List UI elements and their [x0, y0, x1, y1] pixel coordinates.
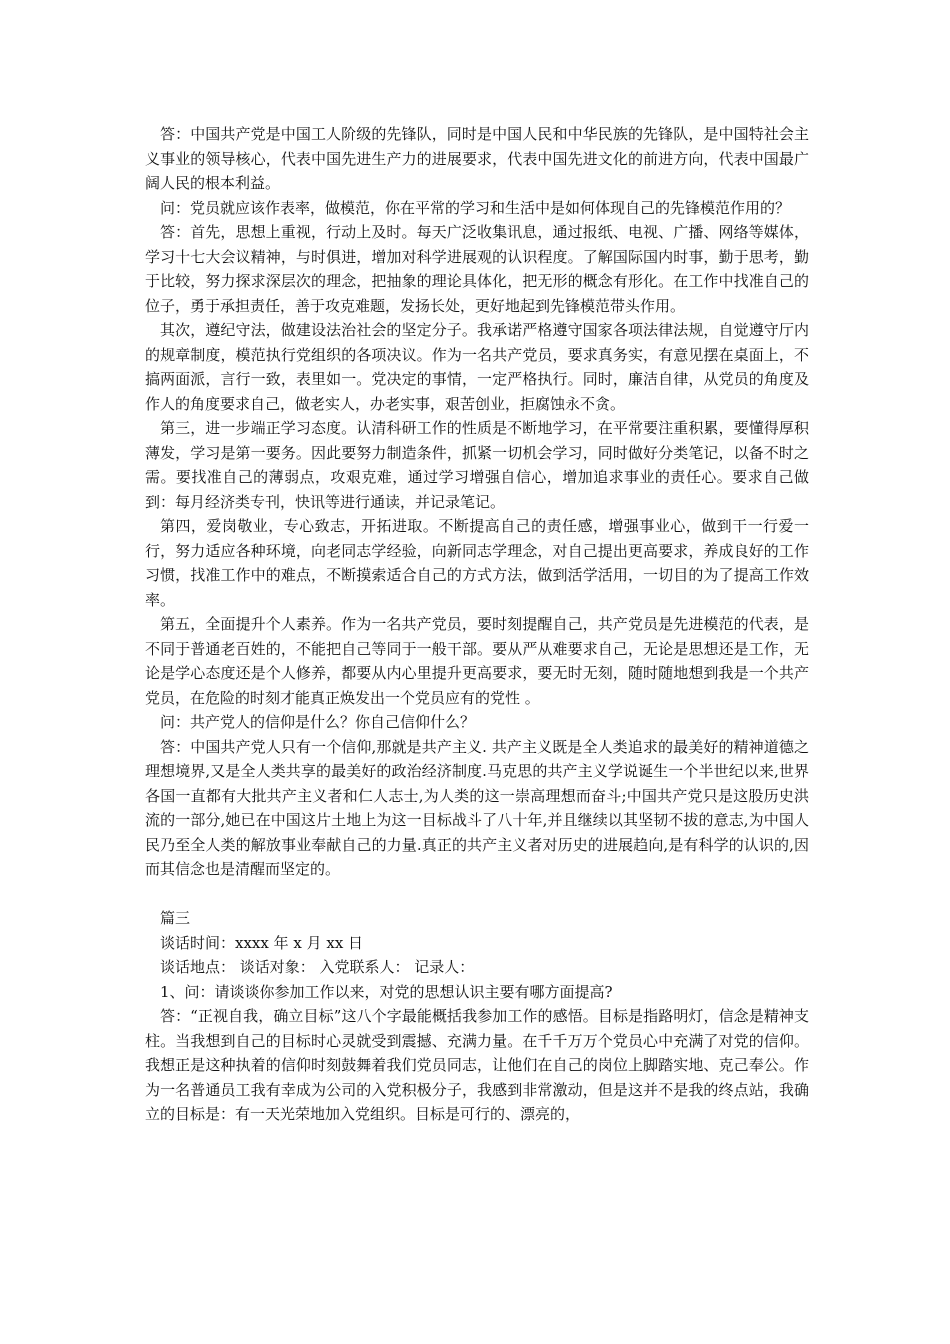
answer-paragraph: 答：首先，思想上重视，行动上及时。每天广泛收集讯息，通过报纸、电视、广播、网络等媒体，学习十七大会议精神，与时俱进，增加对科学进展观的认识程度。了解国际国内时事，勤于思考，勤于比较，努力探求深层次的理念，把抽象的理论具体化，把无形的概念有形化。在工作中找准自己的位子，勇于承担责任，善于攻克难题，发扬长处，更好地起到先锋模范带头作用。 — [145, 223, 809, 315]
meta-line-time: 谈话时间：xxxx 年 x 月 xx 日 — [160, 933, 364, 952]
answer-paragraph: 答：“正视自我，确立目标”这八个字最能概括我参加工作的感悟。目标是指路明灯，信念是精神支柱。当我想到自己的目标时心灵就受到震撼、充满力量。在千千万万个党员心中充满了对党的信仰。我想正是这种执着的信仰时刻鼓舞着我们党员同志，让他们在自己的岗位上脚踏实地、克己奉公。作为一名普通员工我有幸成为公司的入党积极分子，我感到非常激动，但是这并不是我的终点站，我确立的目标是：有一天光荣地加入党组织。目标是可行的、漂亮的， — [145, 1007, 809, 1123]
body-paragraph: 第五，全面提升个人素养。作为一名共产党员，要时刻提醒自己，共产党员是先进模范的代表，是不同于普通老百姓的，不能把自己等同于一般干部。要从严从难要求自己，无论是思想还是工作，无论是学心态度还是个人修养，都要从内心里提升更高要求，要无时无刻，随时随地想到我是一个共产党员，在危险的时刻才能真正焕发出一个党员应有的党性 。 — [145, 615, 809, 707]
blank-line — [145, 882, 809, 907]
meta-line-participants: 谈话地点： 谈话对象： 入党联系人： 记录人： — [160, 958, 475, 976]
body-paragraph: 其次，遵纪守法，做建设法治社会的坚定分子。我承诺严格遵守国家各项法律法规，自觉遵守厅内的规章制度，模范执行党组织的各项决议。作为一名共产党员，要求真务实，有意见摆在桌面上，不搞两面派，言行一致，表里如一。党决定的事情，一定严格执行。同时，廉洁自律，从党员的角度及作人的角度要求自己，做老实人，办老实事，艰苦创业，拒腐蚀永不贪。 — [145, 321, 809, 413]
section-heading: 篇三 — [160, 909, 191, 927]
question-paragraph: 问：党员就应该作表率，做模范，你在平常的学习和生活中是如何体现自己的先锋模范作用的？ — [160, 198, 791, 217]
body-paragraph: 第三，进一步端正学习态度。认清科研工作的性质是不断地学习，在平常要注重积累，要懂得厚积薄发，学习是第一要务。因此要努力制造条件，抓紧一切机会学习，同时做好分类笔记，以备不时之需。要找准自己的薄弱点，攻艰克难，通过学习增强自信心，增加追求事业的责任心。要求自己做到：每月经济类专刊，快讯等进行通读，并记录笔记。 — [145, 419, 809, 511]
question-paragraph: 问：共产党人的信仰是什么？你自己信仰什么？ — [160, 713, 476, 731]
answer-paragraph: 答：中国共产党人只有一个信仰,那就是共产主义. 共产主义既是全人类追求的最美好的精神道德之理想境界,又是全人类共享的最美好的政治经济制度.马克思的共产主义学说诞生一个半世纪以来,世界各国一直都有大批共产主义者和仁人志士,为人类的这一崇高理想而奋斗;中国共产党只是这股历史洪流的一部分,她已在中国这片土地上为这一目标战斗了八十年,并且继续以其坚韧不拔的意志,为中国人民乃至全人类的解放事业奉献自己的力量.真正的共产主义者对历史的进展趋向,是有科学的认识的,因而其信念也是清醒而坚定的。 — [145, 737, 809, 878]
body-paragraph: 第四，爱岗敬业，专心致志，开拓进取。不断提高自己的责任感，增强事业心，做到干一行爱一行，努力适应各种环境，向老同志学经验，向新同志学理念，对自己提出更高要求，养成良好的工作习惯，找准工作中的难点，不断摸索适合自己的方式方法，做到活学活用，一切目的为了提高工作效率。 — [145, 517, 809, 609]
question-paragraph: 1、问：请谈谈你参加工作以来，对党的思想认识主要有哪方面提高? — [160, 982, 613, 1001]
document-page — [145, 122, 809, 1127]
answer-paragraph: 答：中国共产党是中国工人阶级的先锋队，同时是中国人民和中华民族的先锋队，是中国特社会主义事业的领导核心，代表中国先进生产力的进展要求，代表中国先进文化的前进方向，代表中国最广阔人民的根本利益。 — [145, 125, 809, 192]
